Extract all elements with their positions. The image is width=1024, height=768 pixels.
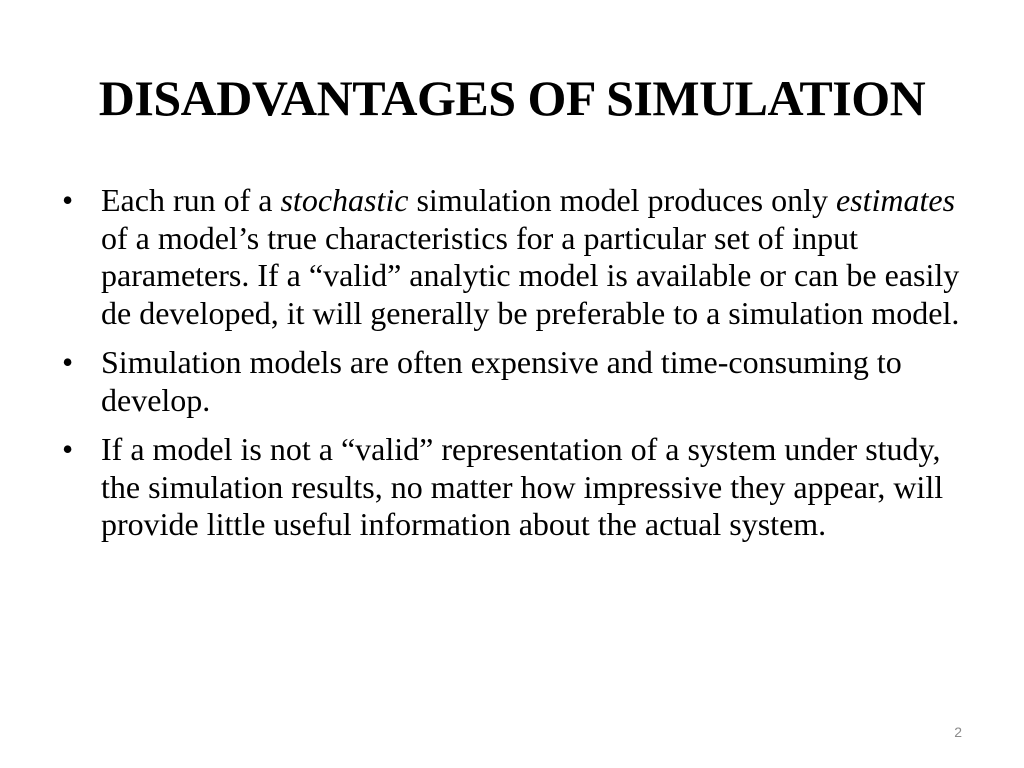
bullet-text: If a model is not a “valid” representation of a system under study, the simulation results, no matter how impressive they appear, will provide little useful information about the actual system. — [101, 431, 944, 542]
bullet-list — [62, 182, 972, 556]
bullet-item — [62, 344, 972, 419]
page-number: 2 — [954, 724, 962, 740]
bullet-item — [62, 182, 972, 332]
text-run: simulation model produces only — [408, 182, 836, 218]
bullet-text: Simulation models are often expensive and time-consuming to develop. — [101, 344, 902, 418]
bullet-marker: • — [62, 431, 74, 467]
slide-title: DISADVANTAGES OF SIMULATION — [98, 70, 926, 126]
text-run: Each run of a — [101, 182, 281, 218]
bullet-item — [62, 431, 972, 544]
bullet-marker: • — [62, 182, 74, 218]
emphasis-text: stochastic — [280, 182, 409, 218]
emphasis-text: estimates — [835, 182, 956, 218]
bullet-marker: • — [62, 344, 74, 380]
bullet-text — [101, 182, 959, 331]
text-run: of a model’s true characteristics for a particular set of input parameters. If a “valid” analytic model is available or can be easily de developed, it will generally be preferable to a simulation model. — [101, 219, 960, 331]
